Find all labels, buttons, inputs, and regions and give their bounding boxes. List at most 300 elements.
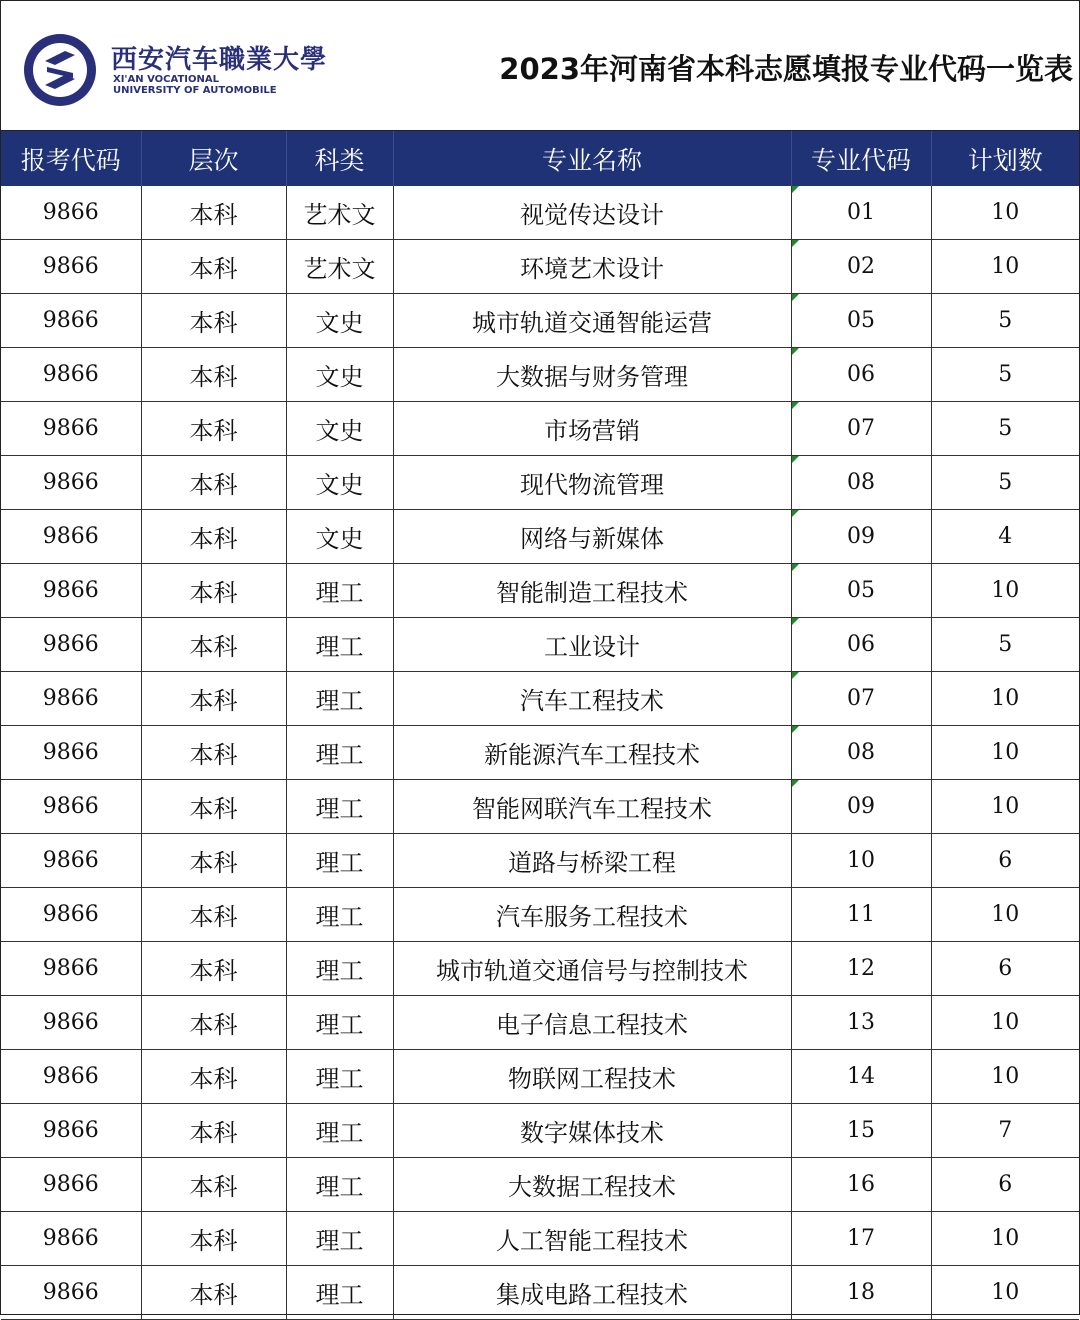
cell-level-text: 本科 <box>189 1119 238 1147</box>
cell-plan-count <box>931 564 1079 618</box>
cell-level-text: 本科 <box>189 579 238 607</box>
cell-major-code-text: 07 <box>847 686 875 711</box>
cell-comment-marker-icon <box>792 186 799 193</box>
cell-major-name-text: 现代物流管理 <box>520 471 664 499</box>
cell-plan-count <box>931 456 1079 510</box>
cell-category <box>286 1050 393 1104</box>
cell-exam-code-text: 9866 <box>42 740 99 765</box>
table-row <box>1 1158 1079 1212</box>
cell-plan-count-text: 5 <box>998 470 1013 495</box>
cell-plan-count-text: 7 <box>998 1118 1013 1143</box>
cell-major-code <box>791 1212 931 1266</box>
cell-plan-count-text: 10 <box>991 1280 1020 1305</box>
cell-major-name-text: 大数据与财务管理 <box>496 363 688 391</box>
cell-plan-count-text: 5 <box>998 416 1013 441</box>
column-header-major-code: 专业代码 <box>791 131 931 186</box>
cell-level-text: 本科 <box>189 201 238 229</box>
cell-category-text: 理工 <box>315 795 364 823</box>
cell-level-text: 本科 <box>189 417 238 445</box>
document-title: 2023年河南省本科志愿填报专业代码一览表 <box>499 52 1073 86</box>
cell-major-name-text: 新能源汽车工程技术 <box>484 741 700 769</box>
cell-major-name-text: 城市轨道交通智能运营 <box>472 309 712 337</box>
cell-exam-code <box>1 618 141 672</box>
cell-major-name <box>393 1158 791 1212</box>
cell-plan-count <box>931 1158 1079 1212</box>
cell-category-text: 文史 <box>315 417 364 445</box>
cell-major-code-text: 13 <box>847 1010 875 1035</box>
table-row <box>1 402 1079 456</box>
cell-exam-code <box>1 834 141 888</box>
school-name-en <box>113 74 277 96</box>
cell-category <box>286 1104 393 1158</box>
cell-major-name-text: 环境艺术设计 <box>520 255 664 283</box>
cell-category-text: 理工 <box>315 579 364 607</box>
cell-comment-marker-icon <box>792 240 799 247</box>
cell-plan-count <box>931 1104 1079 1158</box>
cell-exam-code-text: 9866 <box>42 794 99 819</box>
cell-exam-code-text: 9866 <box>42 1010 99 1035</box>
cell-level <box>141 294 286 348</box>
cell-major-code-text: 02 <box>847 254 875 279</box>
cell-plan-count-text: 4 <box>998 524 1013 549</box>
cell-exam-code <box>1 240 141 294</box>
cell-major-code <box>791 402 931 456</box>
cell-major-name <box>393 186 791 240</box>
cell-exam-code <box>1 942 141 996</box>
cell-exam-code <box>1 1104 141 1158</box>
table-row <box>1 1104 1079 1158</box>
cell-major-name <box>393 1212 791 1266</box>
cell-level-text: 本科 <box>189 255 238 283</box>
cell-level-text: 本科 <box>189 849 238 877</box>
cell-plan-count <box>931 672 1079 726</box>
cell-category <box>286 402 393 456</box>
cell-level <box>141 726 286 780</box>
cell-comment-marker-icon <box>792 456 799 463</box>
cell-level <box>141 888 286 942</box>
cell-exam-code <box>1 510 141 564</box>
cell-level-text: 本科 <box>189 1173 238 1201</box>
cell-plan-count-text: 10 <box>991 1226 1020 1251</box>
cell-category-text: 理工 <box>315 903 364 931</box>
cell-exam-code <box>1 456 141 510</box>
column-header-exam-code: 报考代码 <box>1 131 141 186</box>
cell-exam-code-text: 9866 <box>42 1064 99 1089</box>
cell-category <box>286 726 393 780</box>
cell-level-text: 本科 <box>189 741 238 769</box>
cell-major-code <box>791 996 931 1050</box>
cell-plan-count-text: 10 <box>991 1064 1020 1089</box>
cell-category <box>286 186 393 240</box>
cell-category-text: 理工 <box>315 849 364 877</box>
cell-level-text: 本科 <box>189 363 238 391</box>
table-row <box>1 564 1079 618</box>
cell-major-code <box>791 564 931 618</box>
cell-major-name <box>393 780 791 834</box>
school-name-en-line1: XI'AN VOCATIONAL <box>113 74 219 85</box>
cell-level <box>141 672 286 726</box>
cell-category <box>286 834 393 888</box>
table-row <box>1 1266 1079 1320</box>
cell-category <box>286 888 393 942</box>
cell-exam-code-text: 9866 <box>42 524 99 549</box>
cell-major-code <box>791 240 931 294</box>
table-row <box>1 618 1079 672</box>
cell-major-name <box>393 942 791 996</box>
cell-major-code-text: 12 <box>847 956 875 981</box>
cell-comment-marker-icon <box>792 780 799 787</box>
cell-major-code-text: 08 <box>847 740 875 765</box>
cell-comment-marker-icon <box>792 726 799 733</box>
table-row <box>1 834 1079 888</box>
cell-exam-code-text: 9866 <box>42 632 99 657</box>
cell-level <box>141 510 286 564</box>
cell-exam-code-text: 9866 <box>42 1226 99 1251</box>
cell-major-name <box>393 294 791 348</box>
cell-comment-marker-icon <box>792 402 799 409</box>
cell-category-text: 理工 <box>315 1119 364 1147</box>
cell-exam-code <box>1 1266 141 1320</box>
cell-major-code <box>791 780 931 834</box>
cell-plan-count <box>931 618 1079 672</box>
cell-exam-code-text: 9866 <box>42 1118 99 1143</box>
cell-major-code <box>791 1050 931 1104</box>
cell-major-name-text: 网络与新媒体 <box>520 525 664 553</box>
column-header-category: 科类 <box>286 131 393 186</box>
cell-category-text: 理工 <box>315 1011 364 1039</box>
cell-category <box>286 1212 393 1266</box>
cell-level <box>141 186 286 240</box>
cell-plan-count-text: 6 <box>998 1172 1013 1197</box>
cell-major-code <box>791 456 931 510</box>
column-header-plan-count: 计划数 <box>931 131 1079 186</box>
cell-major-code-text: 07 <box>847 416 875 441</box>
table-row <box>1 294 1079 348</box>
cell-major-code-text: 17 <box>847 1226 875 1251</box>
cell-category-text: 理工 <box>315 957 364 985</box>
cell-exam-code-text: 9866 <box>42 416 99 441</box>
cell-exam-code <box>1 348 141 402</box>
cell-comment-marker-icon <box>792 618 799 625</box>
cell-comment-marker-icon <box>792 510 799 517</box>
cell-category-text: 理工 <box>315 633 364 661</box>
cell-major-name-text: 大数据工程技术 <box>508 1173 676 1201</box>
cell-level-text: 本科 <box>189 1281 238 1309</box>
cell-plan-count-text: 10 <box>991 686 1020 711</box>
school-logo-icon <box>23 33 97 107</box>
cell-category <box>286 1266 393 1320</box>
cell-level-text: 本科 <box>189 1065 238 1093</box>
cell-major-name <box>393 726 791 780</box>
cell-plan-count-text: 10 <box>991 254 1020 279</box>
cell-major-code <box>791 294 931 348</box>
cell-plan-count-text: 5 <box>998 632 1013 657</box>
cell-major-name <box>393 1266 791 1320</box>
cell-category-text: 理工 <box>315 1173 364 1201</box>
cell-level <box>141 834 286 888</box>
cell-major-name <box>393 564 791 618</box>
cell-category-text: 文史 <box>315 525 364 553</box>
cell-level-text: 本科 <box>189 795 238 823</box>
cell-exam-code-text: 9866 <box>42 848 99 873</box>
cell-major-code-text: 09 <box>847 794 875 819</box>
cell-plan-count <box>931 294 1079 348</box>
cell-plan-count <box>931 888 1079 942</box>
cell-major-code-text: 08 <box>847 470 875 495</box>
cell-plan-count <box>931 834 1079 888</box>
table-body <box>1 186 1079 1320</box>
cell-major-code <box>791 1104 931 1158</box>
cell-major-name-text: 汽车服务工程技术 <box>496 903 688 931</box>
cell-plan-count <box>931 1050 1079 1104</box>
cell-major-code <box>791 834 931 888</box>
cell-major-name-text: 视觉传达设计 <box>520 201 664 229</box>
cell-level <box>141 996 286 1050</box>
cell-category <box>286 240 393 294</box>
cell-plan-count <box>931 1212 1079 1266</box>
cell-major-code-text: 18 <box>847 1280 875 1305</box>
cell-category-text: 文史 <box>315 471 364 499</box>
cell-plan-count <box>931 348 1079 402</box>
table-header-row <box>1 131 1079 186</box>
cell-comment-marker-icon <box>792 564 799 571</box>
cell-exam-code-text: 9866 <box>42 362 99 387</box>
cell-major-name-text: 市场营销 <box>544 417 640 445</box>
cell-exam-code-text: 9866 <box>42 254 99 279</box>
cell-exam-code <box>1 996 141 1050</box>
cell-level <box>141 1266 286 1320</box>
cell-level <box>141 1212 286 1266</box>
school-name-cn: 西安汽车職業大學 <box>111 45 328 75</box>
cell-plan-count <box>931 780 1079 834</box>
cell-category <box>286 996 393 1050</box>
cell-category-text: 艺术文 <box>303 255 376 283</box>
table-row <box>1 942 1079 996</box>
cell-level <box>141 1050 286 1104</box>
cell-exam-code <box>1 672 141 726</box>
cell-major-code-text: 01 <box>847 200 875 225</box>
cell-plan-count-text: 10 <box>991 1010 1020 1035</box>
cell-comment-marker-icon <box>792 348 799 355</box>
table-row <box>1 186 1079 240</box>
cell-plan-count <box>931 1266 1079 1320</box>
cell-major-name-text: 工业设计 <box>544 633 640 661</box>
cell-major-code-text: 10 <box>847 848 875 873</box>
school-name-en-line2: UNIVERSITY OF AUTOMOBILE <box>113 85 277 96</box>
cell-plan-count <box>931 186 1079 240</box>
cell-major-name-text: 集成电路工程技术 <box>496 1281 688 1309</box>
cell-exam-code-text: 9866 <box>42 686 99 711</box>
cell-major-code <box>791 186 931 240</box>
cell-exam-code-text: 9866 <box>42 308 99 333</box>
cell-major-name-text: 道路与桥梁工程 <box>508 849 676 877</box>
table-row <box>1 240 1079 294</box>
cell-major-name-text: 电子信息工程技术 <box>496 1011 688 1039</box>
cell-major-name <box>393 402 791 456</box>
cell-major-code-text: 14 <box>847 1064 875 1089</box>
cell-major-code <box>791 510 931 564</box>
cell-comment-marker-icon <box>792 672 799 679</box>
cell-major-name-text: 人工智能工程技术 <box>496 1227 688 1255</box>
cell-major-name-text: 智能网联汽车工程技术 <box>472 795 712 823</box>
cell-major-name <box>393 888 791 942</box>
cell-major-code <box>791 1266 931 1320</box>
cell-plan-count-text: 10 <box>991 740 1020 765</box>
cell-major-code <box>791 726 931 780</box>
table-row <box>1 996 1079 1050</box>
cell-level <box>141 402 286 456</box>
cell-plan-count <box>931 240 1079 294</box>
cell-category-text: 理工 <box>315 687 364 715</box>
cell-category <box>286 510 393 564</box>
cell-exam-code-text: 9866 <box>42 902 99 927</box>
table-row <box>1 888 1079 942</box>
cell-major-name-text: 数字媒体技术 <box>520 1119 664 1147</box>
cell-exam-code <box>1 726 141 780</box>
cell-level <box>141 780 286 834</box>
cell-category <box>286 618 393 672</box>
cell-level-text: 本科 <box>189 957 238 985</box>
cell-major-code-text: 11 <box>847 902 875 927</box>
cell-plan-count-text: 10 <box>991 578 1020 603</box>
cell-major-code <box>791 1158 931 1212</box>
cell-major-code-text: 05 <box>847 308 875 333</box>
table-row <box>1 726 1079 780</box>
cell-category <box>286 942 393 996</box>
cell-category <box>286 348 393 402</box>
cell-major-code <box>791 942 931 996</box>
cell-level-text: 本科 <box>189 525 238 553</box>
cell-category-text: 理工 <box>315 1281 364 1309</box>
table-row <box>1 456 1079 510</box>
cell-major-code-text: 15 <box>847 1118 875 1143</box>
cell-major-name <box>393 672 791 726</box>
cell-major-name-text: 汽车工程技术 <box>520 687 664 715</box>
cell-category <box>286 780 393 834</box>
table-row <box>1 1212 1079 1266</box>
cell-category-text: 文史 <box>315 309 364 337</box>
document-header <box>1 1 1079 131</box>
cell-category <box>286 564 393 618</box>
table-row <box>1 348 1079 402</box>
cell-plan-count <box>931 402 1079 456</box>
cell-category <box>286 294 393 348</box>
cell-exam-code <box>1 780 141 834</box>
cell-plan-count-text: 10 <box>991 200 1020 225</box>
column-header-major-name: 专业名称 <box>393 131 791 186</box>
cell-exam-code <box>1 1050 141 1104</box>
cell-level <box>141 1158 286 1212</box>
cell-level-text: 本科 <box>189 1227 238 1255</box>
cell-plan-count-text: 5 <box>998 362 1013 387</box>
cell-level <box>141 240 286 294</box>
cell-major-code <box>791 348 931 402</box>
cell-major-name <box>393 1104 791 1158</box>
cell-level <box>141 456 286 510</box>
cell-major-code <box>791 672 931 726</box>
cell-plan-count-text: 6 <box>998 848 1013 873</box>
cell-comment-marker-icon <box>792 294 799 301</box>
cell-exam-code-text: 9866 <box>42 956 99 981</box>
cell-exam-code <box>1 888 141 942</box>
cell-exam-code-text: 9866 <box>42 578 99 603</box>
cell-level <box>141 1104 286 1158</box>
cell-plan-count <box>931 510 1079 564</box>
cell-level <box>141 618 286 672</box>
cell-major-name <box>393 348 791 402</box>
cell-plan-count-text: 10 <box>991 794 1020 819</box>
table-row <box>1 510 1079 564</box>
cell-major-code-text: 06 <box>847 362 875 387</box>
cell-level-text: 本科 <box>189 687 238 715</box>
cell-major-name <box>393 1050 791 1104</box>
cell-level-text: 本科 <box>189 903 238 931</box>
cell-category <box>286 1158 393 1212</box>
cell-major-code-text: 06 <box>847 632 875 657</box>
cell-major-name-text: 物联网工程技术 <box>508 1065 676 1093</box>
cell-exam-code-text: 9866 <box>42 1280 99 1305</box>
cell-level-text: 本科 <box>189 471 238 499</box>
cell-category <box>286 456 393 510</box>
cell-plan-count <box>931 942 1079 996</box>
cell-major-code <box>791 888 931 942</box>
cell-exam-code <box>1 1158 141 1212</box>
cell-major-code <box>791 618 931 672</box>
cell-major-name <box>393 510 791 564</box>
cell-major-name <box>393 996 791 1050</box>
cell-level-text: 本科 <box>189 309 238 337</box>
cell-major-code-text: 05 <box>847 578 875 603</box>
cell-major-name <box>393 240 791 294</box>
column-header-level: 层次 <box>141 131 286 186</box>
cell-category-text: 文史 <box>315 363 364 391</box>
cell-exam-code <box>1 564 141 618</box>
major-code-table <box>1 131 1079 1320</box>
cell-major-code-text: 16 <box>847 1172 875 1197</box>
cell-category-text: 理工 <box>315 1227 364 1255</box>
cell-level <box>141 942 286 996</box>
cell-exam-code-text: 9866 <box>42 470 99 495</box>
cell-major-name <box>393 618 791 672</box>
cell-plan-count <box>931 726 1079 780</box>
cell-exam-code-text: 9866 <box>42 1172 99 1197</box>
cell-major-name <box>393 456 791 510</box>
cell-plan-count-text: 6 <box>998 956 1013 981</box>
cell-exam-code <box>1 402 141 456</box>
cell-plan-count <box>931 996 1079 1050</box>
cell-major-name <box>393 834 791 888</box>
cell-plan-count-text: 5 <box>998 308 1013 333</box>
cell-level-text: 本科 <box>189 633 238 661</box>
cell-category <box>286 672 393 726</box>
cell-major-name-text: 城市轨道交通信号与控制技术 <box>436 957 748 985</box>
cell-plan-count-text: 10 <box>991 902 1020 927</box>
cell-major-code-text: 09 <box>847 524 875 549</box>
table-row <box>1 1050 1079 1104</box>
cell-level <box>141 564 286 618</box>
cell-exam-code <box>1 294 141 348</box>
cell-category-text: 理工 <box>315 741 364 769</box>
cell-level <box>141 348 286 402</box>
cell-major-name-text: 智能制造工程技术 <box>496 579 688 607</box>
cell-exam-code-text: 9866 <box>42 200 99 225</box>
cell-category-text: 理工 <box>315 1065 364 1093</box>
cell-exam-code <box>1 186 141 240</box>
table-row <box>1 780 1079 834</box>
cell-level-text: 本科 <box>189 1011 238 1039</box>
cell-exam-code <box>1 1212 141 1266</box>
table-row <box>1 672 1079 726</box>
